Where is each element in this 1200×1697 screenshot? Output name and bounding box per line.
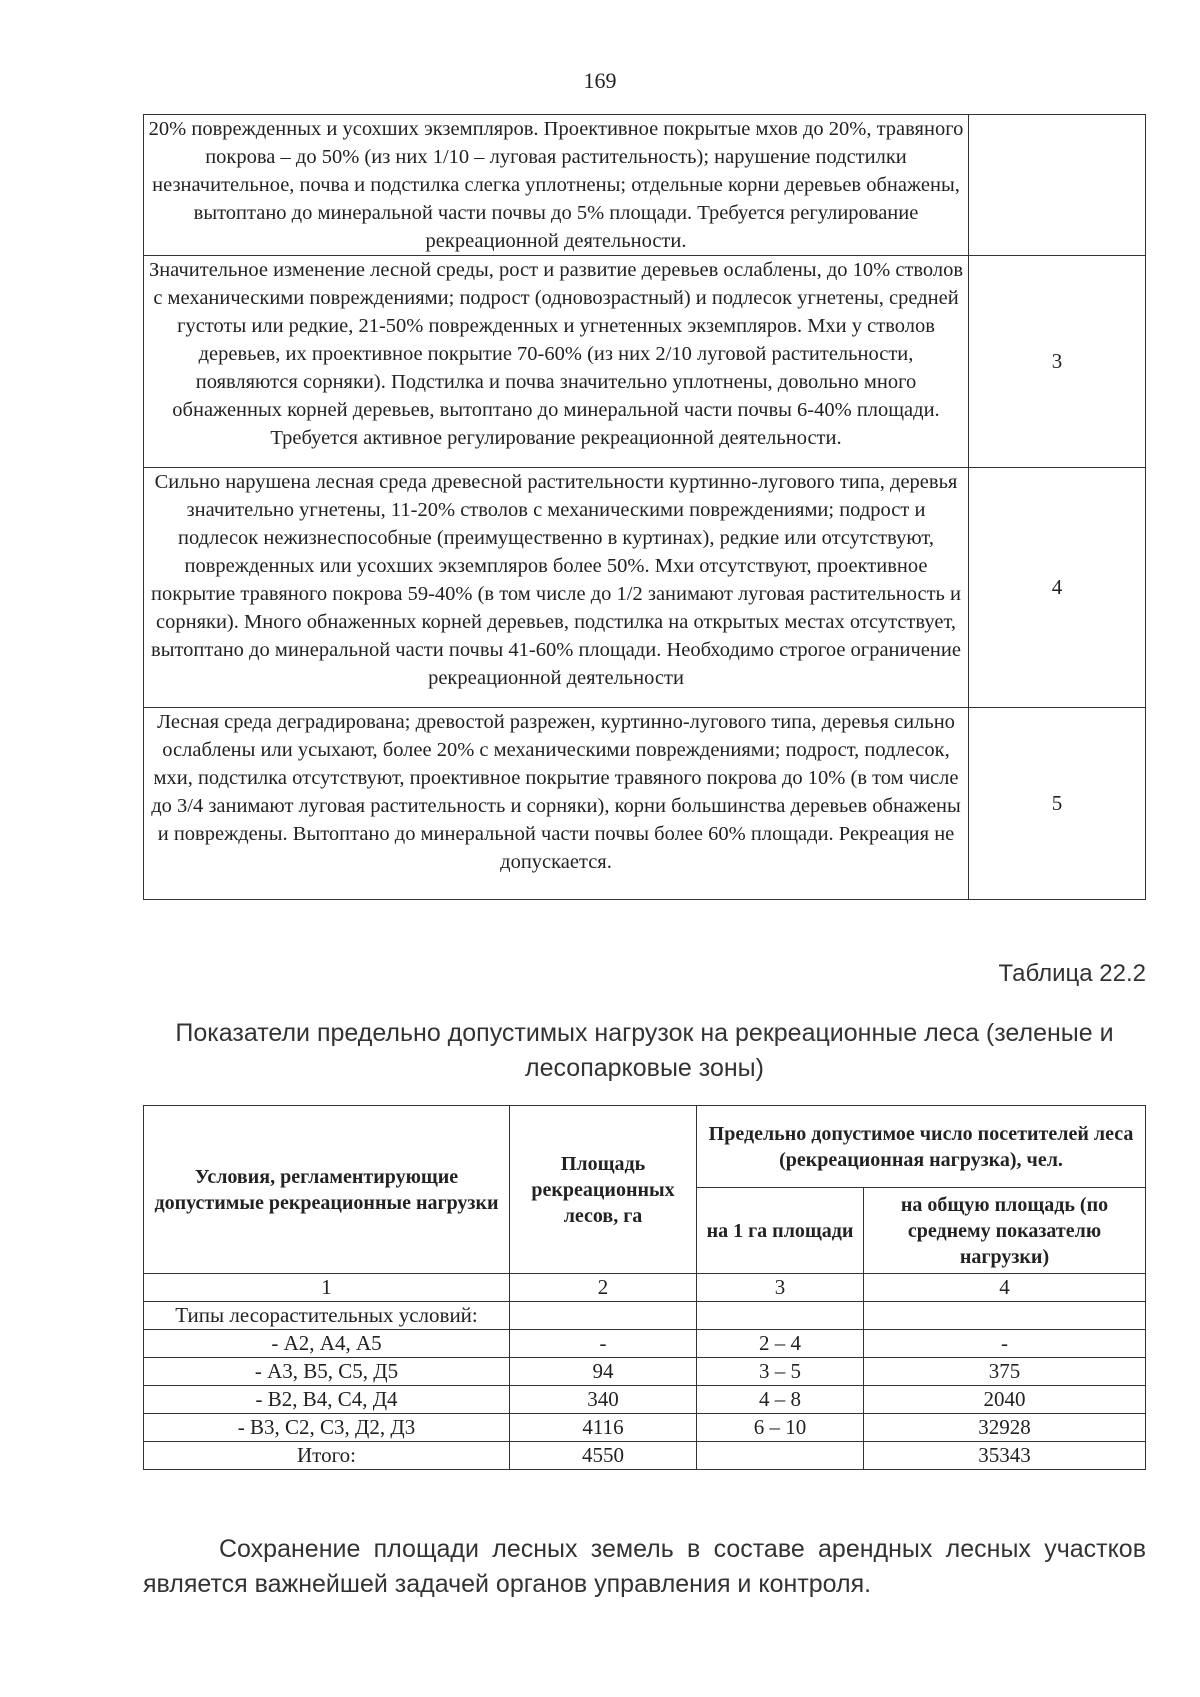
header-max-visitors: Предельно допустимое число посетителей леса (рекреационная нагрузка), чел. — [697, 1106, 1146, 1188]
total-visitors: 35343 — [864, 1442, 1146, 1470]
row-label: - А2, А4, А5 — [144, 1330, 510, 1358]
header-row — [144, 1106, 1146, 1188]
row-total: 2040 — [864, 1386, 1146, 1414]
page-number: 169 — [583, 68, 617, 93]
row-area: 94 — [510, 1358, 697, 1386]
row-area: 340 — [510, 1386, 697, 1414]
table-row — [144, 256, 1146, 468]
header-area: Площадь рекреационных лесов, га — [510, 1106, 697, 1274]
stage-description: Лесная среда деградирована; древостой разрежен, куртинно-лугового типа, деревья сильно ослаблены или усыхают, более 20% с механическими повреждениями; подрост, подлесок, мхи, подстилка отсутствуют, проективное покрытие травяного покрова до 10% (в том числе до 3/4 занимают луговая растительность и сорняки), корни большинства деревьев обнажены и повреждены. Вытоптано до минеральной части почвы более 60% площади. Рекреация не допускается. — [144, 708, 969, 900]
row-area: 4116 — [510, 1414, 697, 1442]
col-number: 4 — [864, 1274, 1146, 1302]
table-row — [144, 115, 1146, 256]
header-conditions: Условия, регламентирующие допустимые рекреационные нагрузки — [144, 1106, 510, 1274]
table-row — [144, 1358, 1146, 1386]
body-paragraph: Сохранение площади лесных земель в составе арендных лесных участков является важнейшей задачей органов управления и контроля. — [143, 1535, 1146, 1598]
col-number: 2 — [510, 1274, 697, 1302]
stage-description: 20% поврежденных и усохших экземпляров. Проективное покрытые мхов до 20%, травяного покрова – до 50% (из них 1/10 – луговая растительность); нарушение подстилки незначительное, почва и подстилка слегка уплотнены; отдельные корни деревьев обнажены, вытоптано до минеральной части почвы до 5% площади. Требуется регулирование рекреационной деятельности. — [144, 115, 969, 256]
row-total: 375 — [864, 1358, 1146, 1386]
row-area: - — [510, 1330, 697, 1358]
table-row — [144, 708, 1146, 900]
total-per-ha — [697, 1442, 864, 1470]
col-number: 3 — [697, 1274, 864, 1302]
row-per-ha: 6 – 10 — [697, 1414, 864, 1442]
total-area: 4550 — [510, 1442, 697, 1470]
stage-score: 3 — [969, 256, 1146, 468]
row-per-ha: 3 – 5 — [697, 1358, 864, 1386]
table-row — [144, 468, 1146, 708]
row-label: - А3, В5, С5, Д5 — [144, 1358, 510, 1386]
table-row — [144, 1330, 1146, 1358]
total-label: Итого: — [144, 1442, 510, 1470]
empty-cell — [510, 1302, 697, 1330]
stage-score — [969, 115, 1146, 256]
table-row — [144, 1386, 1146, 1414]
row-label: - В3, С2, С3, Д2, Д3 — [144, 1414, 510, 1442]
table-number-label: Таблица 22.2 — [998, 960, 1146, 987]
header-total-area: на общую площадь (по среднему показателю нагрузки) — [864, 1188, 1146, 1274]
empty-cell — [864, 1302, 1146, 1330]
table-row — [144, 1414, 1146, 1442]
table-title: Показатели предельно допустимых нагрузок на рекреационные леса (зеленые и лесопарковые зоны) — [175, 1019, 1114, 1082]
degradation-stages-table — [143, 114, 1146, 900]
row-per-ha: 2 – 4 — [697, 1330, 864, 1358]
section-row — [144, 1302, 1146, 1330]
row-total: 32928 — [864, 1414, 1146, 1442]
stage-score: 4 — [969, 468, 1146, 708]
header-per-ha: на 1 га площади — [697, 1188, 864, 1274]
empty-cell — [697, 1302, 864, 1330]
stage-description: Сильно нарушена лесная среда древесной растительности куртинно-лугового типа, деревья значительно угнетены, 11-20% стволов с механическими повреждениями; подрост и подлесок нежизнеспособные (преимущественно в куртинах), редкие или отсутствуют, поврежденных или усохших экземпляров более 50%. Мхи отсутствуют, проективное покрытие травяного покрова 59-40% (в том числе до 1/2 занимают луговая растительность и сорняки). Много обнаженных корней деревьев, подстилка на открытых местах отсутствует, вытоптано до минеральной части почвы 41-60% площади. Необходимо строгое ограничение рекреационной деятельности — [144, 468, 969, 708]
column-number-row — [144, 1274, 1146, 1302]
col-number: 1 — [144, 1274, 510, 1302]
section-label: Типы лесорастительных условий: — [144, 1302, 510, 1330]
total-row — [144, 1442, 1146, 1470]
row-per-ha: 4 – 8 — [697, 1386, 864, 1414]
stage-score: 5 — [969, 708, 1146, 900]
row-total: - — [864, 1330, 1146, 1358]
row-label: - В2, В4, С4, Д4 — [144, 1386, 510, 1414]
stage-description: Значительное изменение лесной среды, рост и развитие деревьев ослаблены, до 10% стволов с механическими повреждениями; подрост (одновозрастный) и подлесок угнетены, средней густоты или редкие, 21-50% поврежденных и угнетенных экземпляров. Мхи у стволов деревьев, их проективное покрытие 70-60% (из них 2/10 луговой растительности, появляются сорняки). Подстилка и почва значительно уплотнены, довольно много обнаженных корней деревьев, вытоптано до минеральной части почвы 6-40% площади. Требуется активное регулирование рекреационной деятельности. — [144, 256, 969, 468]
recreation-load-table — [143, 1105, 1146, 1470]
